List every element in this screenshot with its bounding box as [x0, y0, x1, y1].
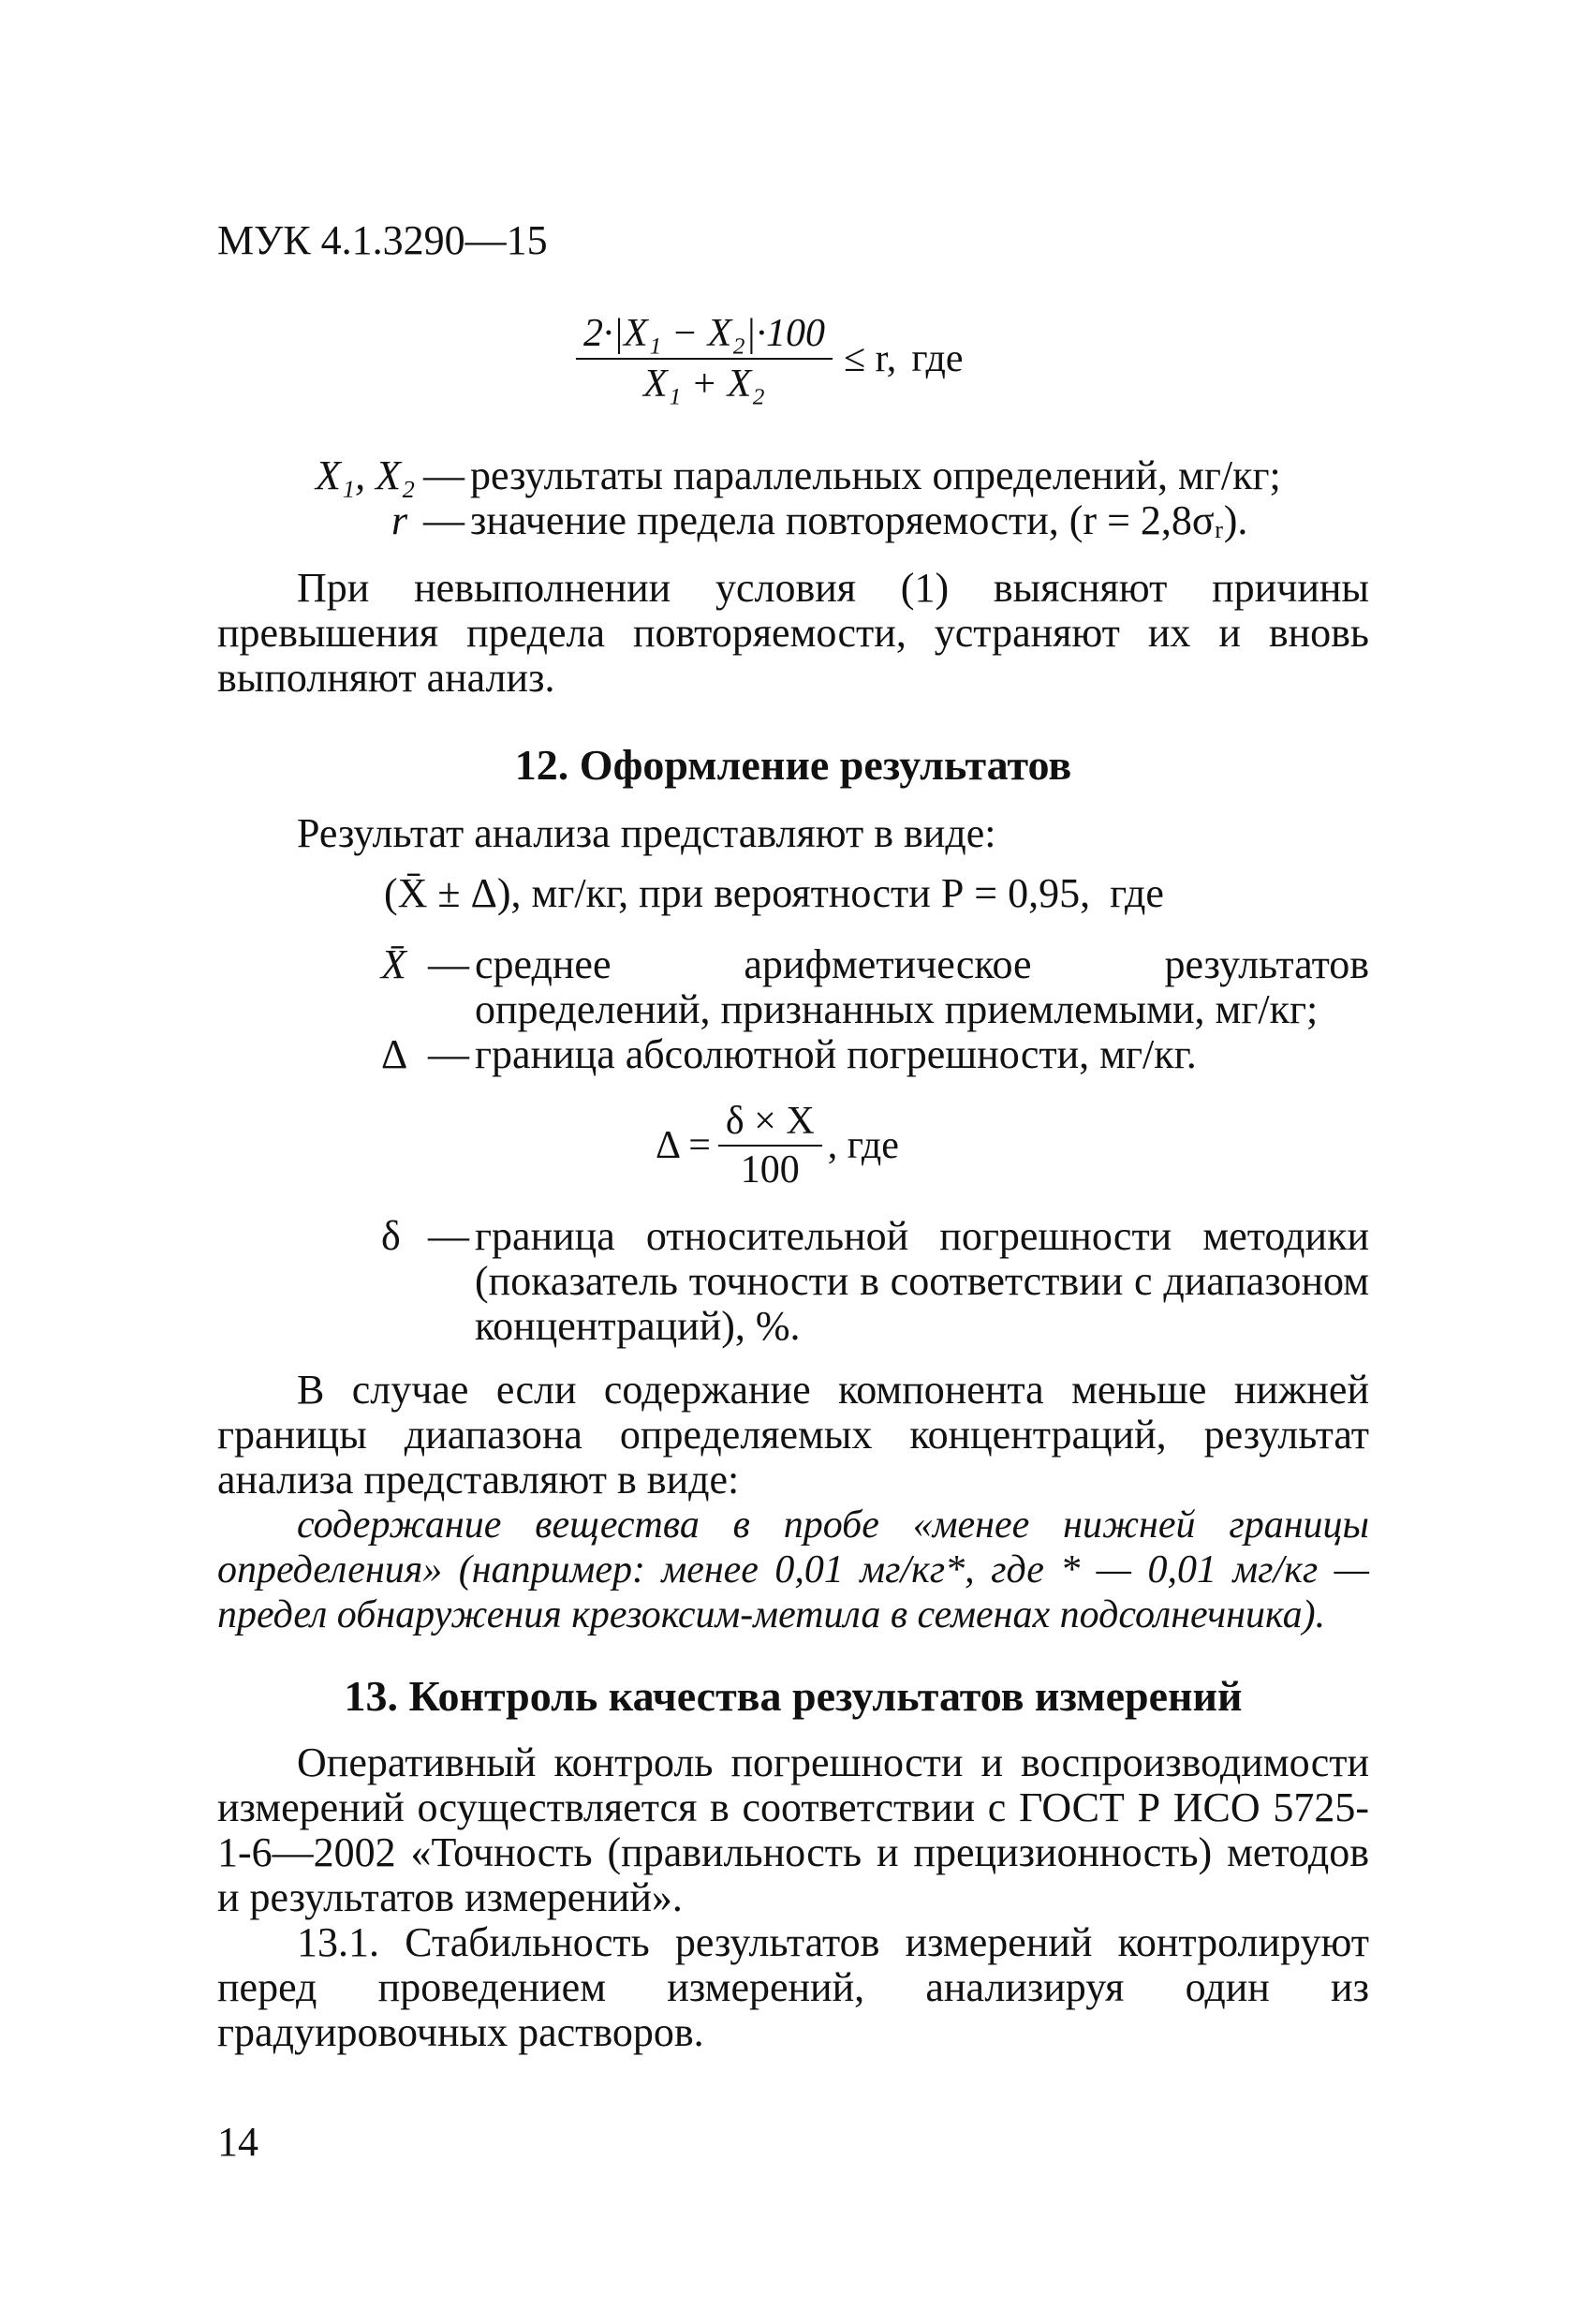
- delta-formula-fraction: [718, 1098, 822, 1193]
- document-code: МУК 4.1.3290—15: [217, 217, 548, 263]
- definition-symbol: X̄: [381, 941, 406, 987]
- delta-formula-where: , где: [827, 1124, 899, 1167]
- definition-dash: —: [428, 1031, 469, 1077]
- definition-text: результаты параллельных определений, мг/кг;: [470, 452, 1281, 498]
- definition-dash: —: [423, 497, 464, 543]
- definition-delta-abs: [217, 1032, 1369, 1079]
- formula-denominator: X₁ + X₂: [576, 358, 833, 408]
- delta-formula: [656, 1098, 899, 1193]
- definition-text: среднее арифметическое результатов определений, признанных приемлемыми, мг/кг;: [475, 941, 1369, 1032]
- paragraph-repeatability-exceeded: При невыполнении условия (1) выясняют причины превышения предела повторяемости, устраняют их и вновь выполняют анализ.: [217, 565, 1369, 701]
- definition-delta-relative: [217, 1214, 1369, 1354]
- result-form: (X̄ ± Δ), мг/кг, при вероятности Р = 0,95,: [384, 870, 1091, 916]
- definition-text: значение предела повторяемости, (r = 2,8σᵣ).: [470, 497, 1248, 543]
- page-number: 14: [217, 2119, 258, 2165]
- formula-rhs: ≤ r,: [843, 337, 897, 380]
- definition-dash: —: [423, 452, 464, 498]
- delta-formula-denominator: 100: [718, 1145, 822, 1193]
- definition-symbol: Δ: [381, 1031, 408, 1077]
- paragraph-italic-example: содержание вещества в пробе «менее нижней границы определения» (например: менее 0,01 мг/кг*, где * — 0,01 мг/кг — предел обнаружения крезоксим-метила в семенах подсолнечника).: [217, 1503, 1369, 1636]
- result-form-line: [384, 871, 1164, 916]
- definition-symbol: X₁, X₂: [316, 452, 416, 498]
- result-form-where: где: [1110, 870, 1164, 916]
- definition-symbol: r: [391, 497, 408, 543]
- definition-text: граница абсолютной погрешности, мг/кг.: [475, 1031, 1197, 1077]
- section-13-title: 13. Контроль качества результатов измерений: [344, 1672, 1243, 1720]
- paragraph-stability: 13.1. Стабильность результатов измерений контролируют перед проведением измерений, анализируя один из градуировочных растворов.: [217, 1919, 1369, 2055]
- formula-numerator: 2·|X₁ − X₂|·100: [583, 312, 825, 355]
- definition-dash: —: [428, 941, 469, 987]
- definition-mean: [217, 942, 1369, 1036]
- paragraph-operational-control: Оперативный контроль погрешности и воспроизводимости измерений осуществляется в соответствии с ГОСТ Р ИСО 5725-1-6—2002 «Точность (правильность и прецизионность) методов и результатов измерений».: [217, 1739, 1369, 1920]
- section-12-intro: Результат анализа представляют в виде:: [297, 810, 996, 856]
- delta-formula-lhs: Δ =: [656, 1124, 711, 1167]
- formula-fraction: [576, 309, 833, 408]
- definition-text: граница относительной погрешности методики (показатель точности в соответствии с диапазоном концентраций), %.: [475, 1213, 1369, 1349]
- section-12-title: 12. Оформление результатов: [514, 741, 1072, 789]
- definition-symbol: δ: [381, 1213, 401, 1259]
- repeatability-formula: [576, 309, 963, 408]
- paragraph-below-range: В случае если содержание компонента меньше нижней границы диапазона определяемых концентраций, результат анализа представляют в виде:: [217, 1367, 1369, 1502]
- delta-formula-numerator: δ × X: [725, 1100, 815, 1143]
- definition-dash: —: [428, 1213, 469, 1259]
- formula-where: где: [911, 337, 964, 380]
